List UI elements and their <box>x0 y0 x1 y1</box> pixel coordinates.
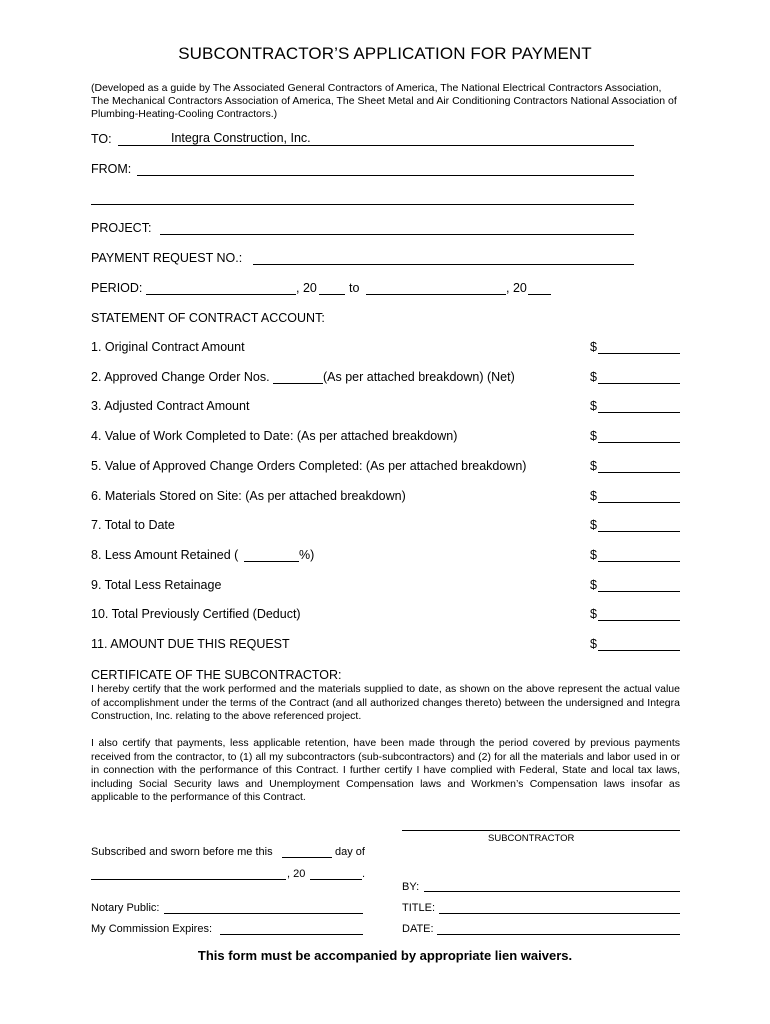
change-order-suffix: (As per attached breakdown) (Net) <box>323 370 515 384</box>
from-label: FROM: <box>91 162 132 176</box>
amount-field-line[interactable] <box>598 383 680 384</box>
line-item-label: 6. Materials Stored on Site: (As per attached breakdown) <box>91 489 406 503</box>
period-end-line[interactable] <box>366 294 506 295</box>
amount-field-line[interactable] <box>598 531 680 532</box>
certificate-paragraph-2: I also certify that payments, less applicable retention, have been made through the period covered by previous payments received from the contractor, to (1) all my subcontractors (sub-subcontractors) and (2) for all the materials and labor used in or in connection with the performance of this Contract. I further certify I have complied with Federal, State and local tax laws, including Social Security laws and Unemployment Compensation laws and Workmen’s Compensation laws insofar as applicable to the performance of this Contract. <box>91 737 680 803</box>
sworn-text-b: day of <box>335 846 365 858</box>
amount-field-line[interactable] <box>598 442 680 443</box>
commission-label: My Commission Expires: <box>91 923 213 935</box>
commission-field-line[interactable] <box>220 934 363 935</box>
amount-field-line[interactable] <box>598 591 680 592</box>
project-field-line[interactable] <box>160 234 634 235</box>
sworn-comma-20: , 20 <box>287 868 306 880</box>
amount-field-line[interactable] <box>598 650 680 651</box>
currency-symbol: $ <box>590 459 597 473</box>
change-order-nos-line[interactable] <box>273 383 323 384</box>
currency-symbol: $ <box>590 399 597 413</box>
line-item-label: 5. Value of Approved Change Orders Completed: (As per attached breakdown) <box>91 459 527 473</box>
sworn-text-a: Subscribed and sworn before me this <box>91 846 273 858</box>
currency-symbol: $ <box>590 548 597 562</box>
currency-symbol: $ <box>590 370 597 384</box>
by-field-line[interactable] <box>424 891 680 892</box>
amount-field-line[interactable] <box>598 502 680 503</box>
currency-symbol: $ <box>590 607 597 621</box>
period-start-year-line[interactable] <box>319 294 345 295</box>
subcontractor-label: SUBCONTRACTOR <box>488 833 575 844</box>
amount-field-line[interactable] <box>598 353 680 354</box>
currency-symbol: $ <box>590 637 597 651</box>
period-label: PERIOD: <box>91 281 143 295</box>
period-comma-20-b: , 20 <box>506 281 527 295</box>
currency-symbol: $ <box>590 340 597 354</box>
title-label: TITLE: <box>402 902 436 914</box>
by-label: BY: <box>402 881 420 893</box>
form-title: SUBCONTRACTOR’S APPLICATION FOR PAYMENT <box>178 44 592 63</box>
intro-text: (Developed as a guide by The Associated General Contractors of America, The National Electrical Contractors Association, The Mechanical Contractors Association of America, The Sheet Metal and Air Conditioning Contractors National Association of Plumbing-Heating-Cooling Contractors.) <box>91 82 677 120</box>
certificate-heading: CERTIFICATE OF THE SUBCONTRACTOR: <box>91 668 342 682</box>
line-item-label: 11. AMOUNT DUE THIS REQUEST <box>91 637 290 651</box>
retained-percent-suffix: %) <box>299 548 315 562</box>
title-field-line[interactable] <box>439 913 680 914</box>
line-item-label: 8. Less Amount Retained ( <box>91 548 239 562</box>
certificate-paragraph-1: I hereby certify that the work performed and the materials supplied to date, as shown on the above represent the actual value of accomplishment under the terms of the Contract (and all authorized changes thereto) between the undersigned and Integra Construction, Inc. relating to the above referenced project. <box>91 683 680 722</box>
line-item-label: 7. Total to Date <box>91 518 175 532</box>
line-item-label: 2. Approved Change Order Nos. <box>91 370 270 384</box>
amount-field-line[interactable] <box>598 412 680 413</box>
amount-field-line[interactable] <box>598 472 680 473</box>
currency-symbol: $ <box>590 489 597 503</box>
payment-request-label: PAYMENT REQUEST NO.: <box>91 251 243 265</box>
notary-field-line[interactable] <box>164 913 363 914</box>
amount-field-line[interactable] <box>598 561 680 562</box>
date-field-line[interactable] <box>437 934 680 935</box>
line-item-label: 4. Value of Work Completed to Date: (As per attached breakdown) <box>91 429 458 443</box>
currency-symbol: $ <box>590 578 597 592</box>
amount-field-line[interactable] <box>598 620 680 621</box>
retained-percent-line[interactable] <box>244 561 299 562</box>
subcontractor-signature-line[interactable] <box>402 830 680 831</box>
period-start-line[interactable] <box>146 294 296 295</box>
sworn-year-line[interactable] <box>310 879 362 880</box>
project-label: PROJECT: <box>91 221 152 235</box>
period-end-year-line[interactable] <box>528 294 551 295</box>
currency-symbol: $ <box>590 518 597 532</box>
line-item-label: 9. Total Less Retainage <box>91 578 222 592</box>
line-item-label: 3. Adjusted Contract Amount <box>91 399 250 413</box>
sworn-day-line[interactable] <box>282 857 332 858</box>
currency-symbol: $ <box>590 429 597 443</box>
to-label: TO: <box>91 132 112 146</box>
sworn-month-line[interactable] <box>91 879 286 880</box>
from-field-line-2[interactable] <box>91 204 634 205</box>
period-to-label: to <box>349 281 360 295</box>
to-field-value: Integra Construction, Inc. <box>171 131 311 145</box>
line-item-label: 1. Original Contract Amount <box>91 340 245 354</box>
date-label: DATE: <box>402 923 434 935</box>
statement-heading: STATEMENT OF CONTRACT ACCOUNT: <box>91 311 325 325</box>
payment-request-field-line[interactable] <box>253 264 634 265</box>
from-field-line[interactable] <box>137 175 634 176</box>
sworn-period-mark: . <box>362 868 366 880</box>
notary-label: Notary Public: <box>91 902 160 914</box>
footer-notice: This form must be accompanied by appropriate lien waivers. <box>197 948 573 963</box>
period-comma-20-a: , 20 <box>296 281 317 295</box>
line-item-label: 10. Total Previously Certified (Deduct) <box>91 607 301 621</box>
